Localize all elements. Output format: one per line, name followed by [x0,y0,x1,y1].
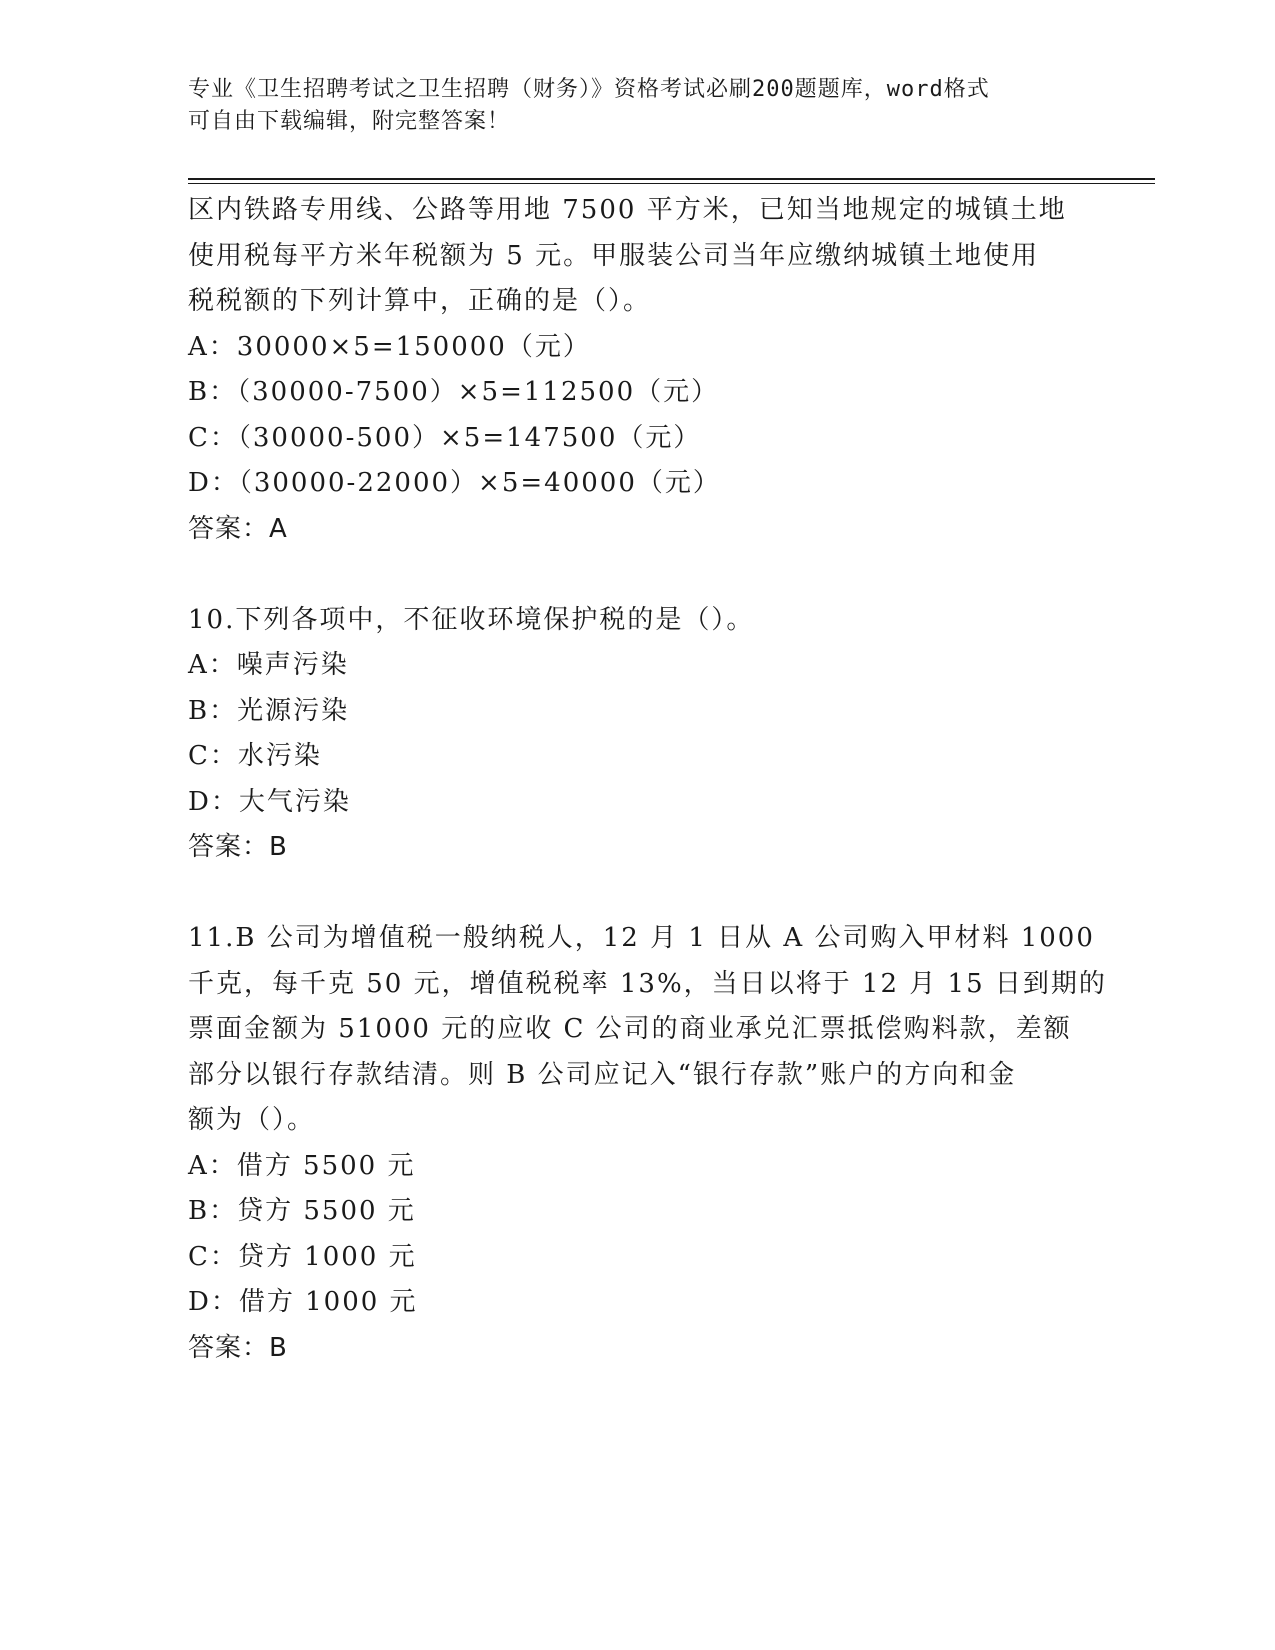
answer-line: 答案：B [188,1332,288,1363]
answer-line: 答案：B [188,832,288,862]
question-11 [188,916,1107,1371]
option-b: B：光源污染 [188,695,350,726]
question-stem-line: 税税额的下列计算中，正确的是（）。 [188,286,652,316]
option-a: A：30000×5=150000（元） [188,331,591,362]
question-9 [188,188,1088,552]
header-line-2: 可自由下载编辑，附完整答案！ [188,109,511,134]
option-a: A：噪声污染 [188,650,349,680]
option-a: A：借方 5500 元 [188,1150,416,1181]
header-line-1: 专业《卫生招聘考试之卫生招聘（财务）》资格考试必刷200题题库，word格式 [188,77,990,102]
spacer [188,552,1088,598]
option-d: D：大气污染 [188,786,351,817]
question-stem-line: 票面金额为 51000 元的应收 C 公司的商业承兑汇票抵偿购料款，差额 [188,1014,1072,1044]
header-rule-thick [188,178,1155,180]
question-stem-line: 千克，每千克 50 元，增值税税率 13%，当日以将于 12 月 15 日到期的 [188,968,1107,999]
question-stem-line: 部分以银行存款结清。则 B 公司应记入“银行存款”账户的方向和金 [188,1059,1017,1090]
option-c: C：（30000-500）×5=147500（元） [188,422,702,453]
option-d: D：（30000-22000）×5=40000（元） [188,468,721,498]
question-stem-line: 11.B 公司为增值税一般纳税人，12 月 1 日从 A 公司购入甲材料 1000 [188,923,1095,953]
question-content [188,188,1107,1371]
question-stem-line: 10.下列各项中，不征收环境保护税的是（）。 [188,604,755,635]
option-c: C：贷方 1000 元 [188,1241,417,1272]
option-b: B：贷方 5500 元 [188,1196,416,1226]
option-b: B：（30000-7500）×5=112500（元） [188,377,720,407]
option-d: D：借方 1000 元 [188,1287,418,1317]
question-stem-line: 区内铁路专用线、公路等用地 7500 平方米，已知当地规定的城镇土地 [188,195,1067,225]
spacer [188,871,1088,917]
answer-line: 答案：A [188,513,288,544]
header-rule-thin [188,183,1155,184]
option-c: C：水污染 [188,741,322,771]
question-10 [188,598,1088,871]
document-header [188,74,1088,138]
question-stem-line: 额为（）。 [188,1105,316,1135]
question-stem-line: 使用税每平方米年税额为 5 元。甲服装公司当年应缴纳城镇土地使用 [188,240,1040,271]
